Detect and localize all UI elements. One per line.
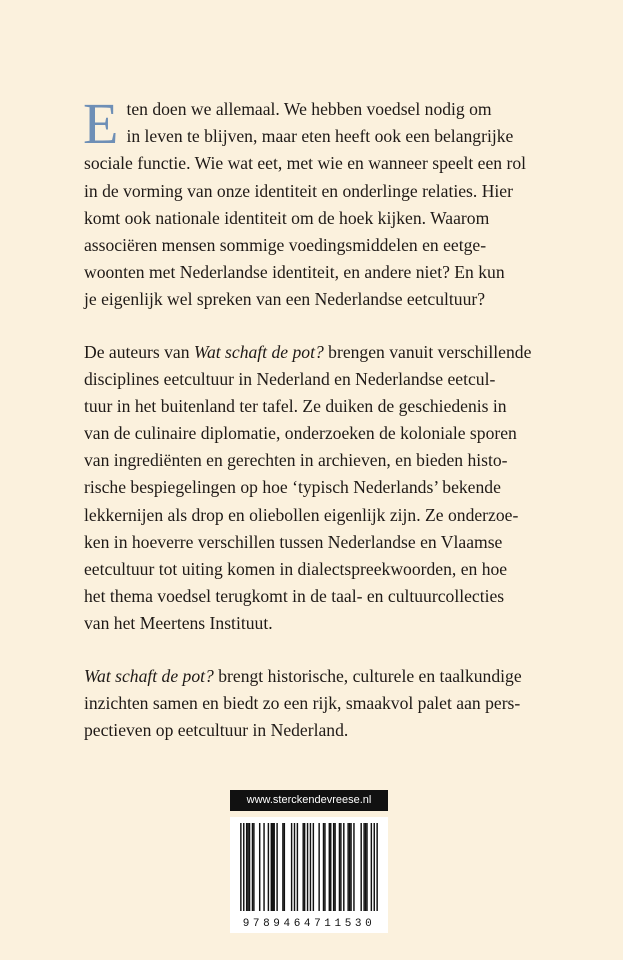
barcode-bar bbox=[284, 823, 285, 911]
barcode-bar bbox=[304, 823, 305, 911]
text-line: je eigenlijk wel spreken van een Nederlandse eetcultuur? bbox=[84, 289, 486, 310]
blurb bbox=[83, 91, 558, 744]
paragraph-intro bbox=[83, 91, 558, 314]
isbn-block bbox=[230, 790, 388, 933]
barcode-bar bbox=[347, 823, 348, 911]
text-fragment: brengt historische, culturele en taalkundige bbox=[213, 665, 522, 686]
barcode-bar bbox=[349, 823, 350, 911]
text-line bbox=[84, 663, 558, 690]
text-line bbox=[84, 339, 558, 366]
barcode-bar bbox=[272, 823, 273, 911]
barcode-bar bbox=[365, 823, 366, 911]
text-line: in de vorming van onze identiteit en onderlinge relaties. Hier bbox=[84, 180, 513, 201]
text-line: van ingrediënten en gerechten in archieven, en bieden histo- bbox=[84, 450, 508, 471]
barcode bbox=[230, 817, 388, 933]
paragraph-authors bbox=[84, 339, 558, 638]
drop-cap: E bbox=[83, 91, 119, 156]
barcode-bar bbox=[249, 823, 250, 911]
text-line: tuur in het buitenland ter tafel. Ze duiken de geschiedenis in bbox=[84, 395, 507, 416]
barcode-bar bbox=[340, 823, 341, 911]
barcode-bar bbox=[263, 823, 264, 911]
text-line: associëren mensen sommige voedingsmiddelen en eetge- bbox=[84, 234, 487, 255]
barcode-bar bbox=[307, 823, 308, 911]
barcode-bar bbox=[350, 823, 351, 911]
text-line: pectieven op eetcultuur in Nederland. bbox=[84, 719, 349, 740]
text-line: komt ook nationale identiteit om de hoek kijken. Waarom bbox=[84, 207, 490, 228]
barcode-bar bbox=[334, 823, 335, 911]
book-title: Wat schaft de pot? bbox=[84, 665, 214, 686]
barcode-bar bbox=[324, 823, 325, 911]
barcode-bar bbox=[271, 823, 272, 911]
barcode-bar bbox=[339, 823, 340, 911]
barcode-bar bbox=[330, 823, 331, 911]
barcode-bar bbox=[343, 823, 344, 911]
text-line: ten doen we allemaal. We hebben voedsel nodig om bbox=[126, 99, 492, 119]
text-line: lekkernijen als drop en oliebollen eigenlijk zijn. Ze onderzoe- bbox=[84, 504, 519, 525]
barcode-bar bbox=[240, 823, 241, 911]
barcode-bar bbox=[243, 823, 244, 911]
barcode-bar bbox=[273, 823, 274, 911]
barcode-bar bbox=[323, 823, 324, 911]
text-line: het thema voedsel terugkomt in de taal- en cultuurcollecties bbox=[84, 586, 505, 607]
text-line: eetcultuur tot uiting komen in dialectspreekwoorden, en hoe bbox=[84, 559, 508, 579]
barcode-bar bbox=[360, 823, 361, 911]
text-line: ken in hoeverre verschillen tussen Nederlandse en Vlaamse bbox=[84, 531, 503, 552]
barcode-bar bbox=[374, 823, 375, 911]
barcode-bar bbox=[371, 823, 372, 911]
text-line: inzichten samen en biedt zo een rijk, smaakvol palet aan pers- bbox=[84, 692, 521, 713]
text-fragment: brengen vanuit verschillende bbox=[323, 341, 532, 362]
text-line: woonten met Nederlandse identiteit, en andere niet? En kun bbox=[84, 262, 505, 283]
text-line: rische bespiegelingen op hoe ‘typisch Nederlands’ bekende bbox=[84, 477, 501, 498]
isbn-number: 9789464711530 bbox=[242, 918, 376, 930]
barcode-bar bbox=[268, 823, 269, 911]
barcode-bar bbox=[376, 823, 377, 911]
barcode-bar bbox=[246, 823, 247, 911]
text-line: van de culinaire diplomatie, onderzoeken de koloniale sporen bbox=[84, 423, 517, 444]
barcode-bar bbox=[253, 823, 254, 911]
publisher-url: www.sterckendevreese.nl bbox=[230, 790, 388, 811]
barcode-bar bbox=[259, 823, 260, 911]
barcode-bar bbox=[310, 823, 311, 911]
barcode-bar bbox=[363, 823, 364, 911]
barcode-bar bbox=[318, 823, 319, 911]
book-title: Wat schaft de pot? bbox=[193, 341, 324, 362]
barcode-bar bbox=[329, 823, 330, 911]
barcode-bar bbox=[366, 823, 367, 911]
barcode-bar bbox=[333, 823, 334, 911]
barcode-bar bbox=[297, 823, 298, 911]
barcode-icon bbox=[230, 817, 388, 915]
text-line: van het Meertens Instituut. bbox=[84, 613, 273, 634]
barcode-bar bbox=[252, 823, 253, 911]
text-fragment: De auteurs van bbox=[84, 341, 194, 362]
paragraph-summary bbox=[84, 663, 558, 745]
barcode-bar bbox=[247, 823, 248, 911]
barcode-bar bbox=[294, 823, 295, 911]
barcode-bar bbox=[353, 823, 354, 911]
text-line: in leven te blijven, maar eten heeft ook een belangrijke bbox=[126, 126, 514, 147]
text-line: disciplines eetcultuur in Nederland en Nederlandse eetcul- bbox=[84, 368, 496, 389]
text-line: sociale functie. Wie wat eet, met wie en wanneer speelt een rol bbox=[84, 153, 527, 174]
barcode-bar bbox=[291, 823, 292, 911]
barcode-bar bbox=[313, 823, 314, 911]
barcode-bar bbox=[276, 823, 277, 911]
barcode-bar bbox=[302, 823, 303, 911]
barcode-bar bbox=[282, 823, 283, 911]
